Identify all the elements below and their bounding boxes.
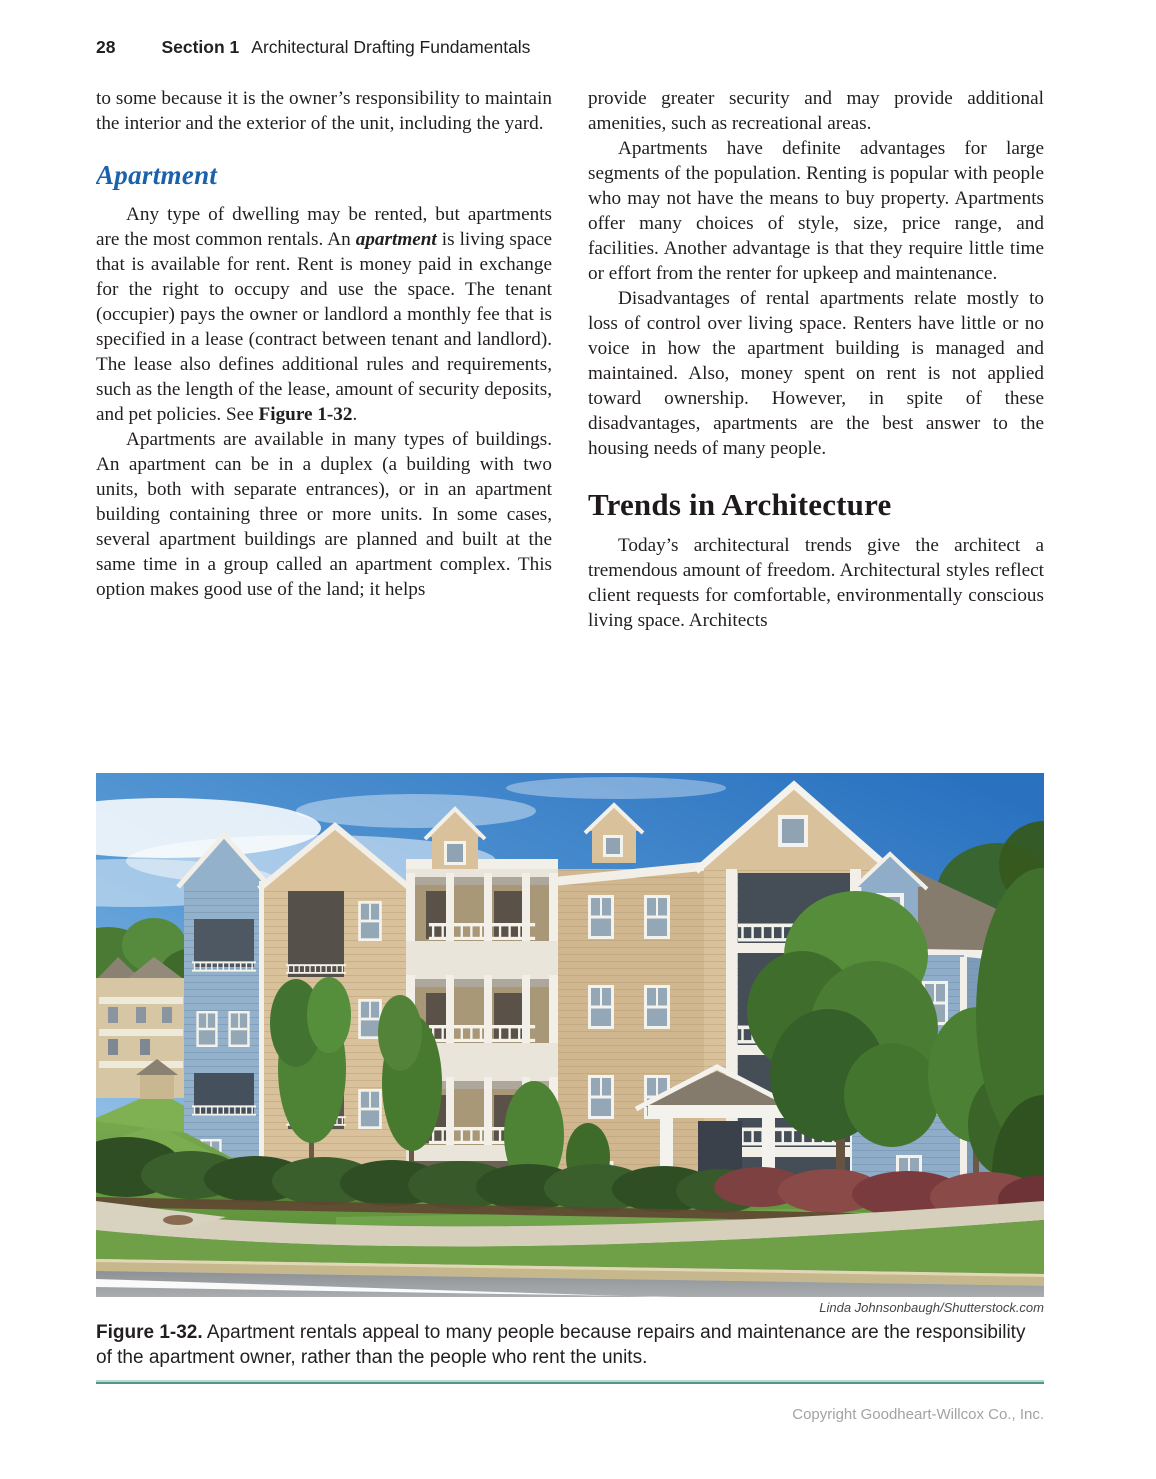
term-apartment: apartment	[355, 229, 437, 250]
text-run: .	[352, 404, 358, 425]
apartment-heading: Apartment	[96, 160, 218, 190]
paragraph-advantages: Apartments have definite advantages for large segments of the population. Renting is popular with people who may not have the means to buy property. Apartments offer many choices of style, size, price range, and facilities. Another advantage is that they require little time or effort from the renter for upkeep and maintenance.	[588, 138, 1044, 284]
section-title: Architectural Drafting Fundamentals	[251, 37, 531, 57]
paragraph-apartment-definition	[96, 202, 552, 427]
apartment-buildings-photo	[96, 773, 1044, 1297]
paragraph-trends: Today’s architectural trends give the architect a tremendous amount of freedom. Architectural styles reflect client requests for comfortable, environmentally conscious living space. Architects	[588, 535, 1044, 631]
paragraph-continuation: to some because it is the owner’s responsibility to maintain the interior and the exterior of the unit, including the yard.	[96, 88, 552, 134]
section-label: Section 1	[161, 37, 240, 57]
figure-caption	[96, 1320, 1044, 1371]
page-header	[96, 37, 1044, 58]
paragraph-building-types: Apartments are available in many types of buildings. An apartment can be in a duplex (a building with two units, both with separate entrances), or in an apartment building containing three or more units. In some cases, several apartment buildings are planned and built at the same time in a group called an apartment complex. This option makes good use of the land; it helps	[96, 429, 552, 600]
figure-label: Figure 1-32.	[96, 1322, 203, 1343]
paragraph-disadvantages: Disadvantages of rental apartments relate mostly to loss of control over living space. Renters have little or no voice in how the apartment building is managed and maintained. Also, money spent on rent is not applied toward ownership. However, in spite of these disadvantages, apartments are the best answer to the housing needs of many people.	[588, 288, 1044, 459]
divider-rule	[96, 1380, 1044, 1384]
left-column	[96, 86, 552, 758]
paragraph-continuation: provide greater security and may provide additional amenities, such as recreational areas.	[588, 88, 1044, 134]
two-column-body	[96, 86, 1044, 758]
photo-credit: Linda Johnsonbaugh/Shutterstock.com	[819, 1300, 1044, 1315]
page-number: 28	[96, 37, 116, 57]
figure-1-32	[96, 773, 1044, 1384]
text-run: is living space that is available for rent. Rent is money paid in exchange for the right to occupy and use the space. The tenant (occupier) pays the owner or landlord a monthly fee that is specified in a lease (contract between tenant and landlord). The lease also defines additional rules and requirements, such as the length of the lease, amount of security deposits, and pet policies. See	[96, 229, 552, 425]
trends-heading: Trends in Architecture	[588, 487, 892, 522]
text-run: Any type of dwelling may be rented, but apartments are the most common rentals. An	[96, 204, 552, 250]
copyright-notice: Copyright Goodheart-Willcox Co., Inc.	[792, 1406, 1044, 1423]
figure-reference: Figure 1-32	[258, 404, 353, 425]
right-column	[588, 86, 1044, 758]
figure-caption-text: Apartment rentals appeal to many people because repairs and maintenance are the responsibility of the apartment owner, rather than the people who rent the units.	[96, 1322, 1026, 1369]
